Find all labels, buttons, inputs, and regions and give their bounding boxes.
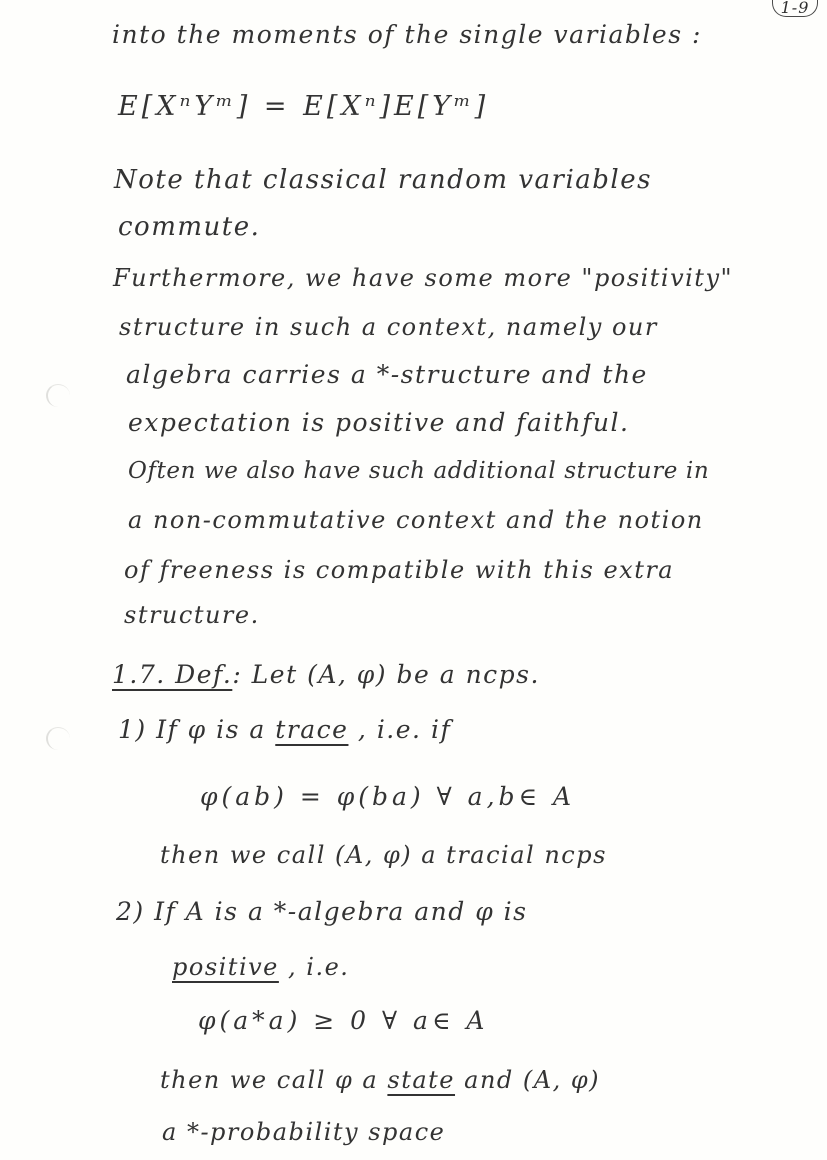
definition-item-1 (118, 715, 451, 745)
definition-heading (112, 660, 540, 690)
text-line: a non-commutative context and the notion (128, 506, 704, 534)
state-formula: φ(a*a) ≥ 0 ∀ a∈ A (198, 1006, 489, 1035)
text-line: structure. (124, 601, 260, 629)
definition-label: 1.7. Def. (112, 660, 233, 689)
definition-text: : Let (A, φ) be a ncps. (232, 660, 540, 689)
text-line: then we call (A, φ) a tracial ncps (160, 841, 607, 869)
text-line: Furthermore, we have some more "positivity" (113, 264, 734, 292)
punch-hole-mark (46, 727, 70, 750)
state-line (160, 1065, 600, 1095)
item-text: , i.e. (288, 953, 350, 981)
text-line: of freeness is compatible with this extra (124, 556, 675, 584)
item-text: then we call φ a (160, 1066, 379, 1094)
definition-item-2: 2) If A is a *-algebra and φ is (116, 897, 528, 926)
term-state: state (387, 1066, 456, 1094)
item-text: , i.e. if (357, 715, 452, 744)
term-trace: trace (275, 715, 349, 744)
item-text: and (A, φ) (464, 1066, 601, 1094)
text-line: Often we also have such additional structure in (128, 458, 710, 484)
text-line: algebra carries a *-structure and the (126, 360, 648, 389)
text-line: expectation is positive and faithful. (128, 408, 630, 437)
text-line: structure in such a context, namely our (119, 313, 658, 341)
moment-formula: E[XⁿYᵐ] = E[Xⁿ]E[Yᵐ] (118, 91, 490, 122)
page-number: 1-9 (772, 0, 818, 17)
text-line: commute. (118, 212, 261, 242)
trace-formula: φ(ab) = φ(ba) ∀ a,b∈ A (200, 782, 576, 811)
term-positive: positive (172, 953, 279, 981)
text-line: into the moments of the single variables : (112, 20, 702, 49)
punch-hole-mark (46, 384, 70, 407)
text-line: Note that classical random variables (114, 165, 652, 195)
text-line: a *-probability space (162, 1118, 446, 1146)
item-text: 1) If φ is a (118, 715, 266, 744)
positive-line (172, 952, 349, 982)
